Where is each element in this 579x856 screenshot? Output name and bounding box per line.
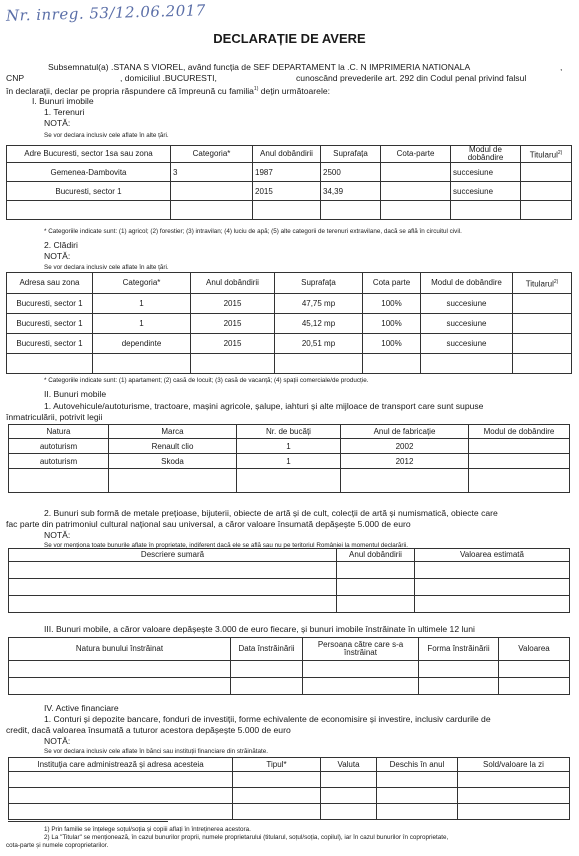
section-2-nota: NOTĂ:: [44, 530, 71, 540]
table-cell: Bucuresti, sector 1: [7, 294, 93, 314]
buildings-owner-sup: 2): [553, 278, 559, 285]
table-cell: [377, 772, 458, 788]
table-cell: 2500: [321, 163, 381, 182]
table-cell: [9, 596, 337, 613]
buildings-col-area: Suprafața: [275, 273, 363, 294]
table-cell: succesiune: [421, 334, 513, 354]
disposed-col-form: Forma înstrăinării: [419, 638, 499, 661]
buildings-col-year: Anul dobândirii: [191, 273, 275, 294]
table-cell: 20,51 mp: [275, 334, 363, 354]
table-cell: [499, 661, 570, 678]
table-row: [7, 201, 572, 220]
table-cell: [521, 182, 572, 201]
table-cell: [231, 661, 303, 678]
vehicles-col-count: Nr. de bucăți: [237, 425, 341, 439]
vehicles-table: [8, 424, 570, 493]
table-cell: [377, 788, 458, 804]
table-cell: succesiune: [451, 163, 521, 182]
table-cell: Bucuresti, sector 1: [7, 334, 93, 354]
page-title: DECLARAȚIE DE AVERE: [213, 31, 366, 46]
table-cell: [321, 772, 377, 788]
table-cell: [109, 469, 237, 493]
valuables-col-value: Valoarea estimată: [415, 549, 570, 562]
table-cell: [458, 772, 570, 788]
disposed-table-header: [9, 638, 570, 661]
land-col-mode: Modul de dobândire: [451, 146, 521, 163]
table-cell: succesiune: [451, 182, 521, 201]
section-2-p1-line-1: 1. Autovehicule/autoturisme, tractoare, mașini agricole, șalupe, iahturi și alte mijloace de transport care sunt supuse: [44, 401, 484, 411]
table-cell: [237, 469, 341, 493]
table-cell: [9, 804, 233, 820]
table-cell: [337, 579, 415, 596]
table-row: [7, 314, 572, 334]
table-cell: [233, 804, 321, 820]
table-cell: [521, 163, 572, 182]
table-row: [9, 772, 570, 788]
table-cell: [233, 788, 321, 804]
section-2-p2-line-2: fac parte din patrimoniul cultural național sau universal, a căror valoare însumată depășește 5.000 de euro: [6, 519, 411, 529]
land-col-address: Adre Bucuresti, sector 1sa sau zona: [7, 146, 171, 163]
table-cell: 1: [237, 439, 341, 454]
table-row: [9, 661, 570, 678]
table-cell: [253, 201, 321, 220]
table-cell: Renault clio: [109, 439, 237, 454]
table-cell: [415, 579, 570, 596]
table-cell: Bucuresti, sector 1: [7, 314, 93, 334]
table-cell: [9, 579, 337, 596]
table-row: [9, 788, 570, 804]
buildings-table-header: [7, 273, 572, 294]
buildings-footnote: * Categoriile indicate sunt: (1) apartament; (2) casă de locuit; (3) casă de vacanță; (4) spații comerciale/de producție.: [44, 377, 369, 384]
table-cell: Skoda: [109, 454, 237, 469]
table-cell: [233, 772, 321, 788]
land-col-area: Suprafața: [321, 146, 381, 163]
table-cell: [521, 201, 572, 220]
table-row: [9, 596, 570, 613]
table-cell: [419, 678, 499, 695]
section-2-p1-line-2: înmatriculării, potrivit legii: [6, 412, 103, 422]
footnote-2-line-2: cota-parte și numele coproprietarilor.: [6, 842, 109, 849]
table-row: [9, 439, 570, 454]
accounts-col-balance: Sold/valoare la zi: [458, 758, 570, 772]
intro-line-3-end: dețin următoarele:: [258, 85, 331, 96]
table-cell: autoturism: [9, 454, 109, 469]
vehicles-col-mode: Modul de dobândire: [469, 425, 570, 439]
table-cell: 100%: [363, 334, 421, 354]
table-row: [7, 334, 572, 354]
section-1-nota-2-text: Se vor declara inclusiv cele aflate în alte țări.: [44, 264, 169, 271]
table-cell: 100%: [363, 314, 421, 334]
table-cell: succesiune: [421, 314, 513, 334]
table-cell: Bucuresti, sector 1: [7, 182, 171, 201]
intro-line-3-text: în declarații, declar pe propria răspundere că împreună cu familia: [6, 85, 254, 96]
table-cell: [171, 182, 253, 201]
table-cell: [303, 678, 419, 695]
table-cell: 45,12 mp: [275, 314, 363, 334]
intro-line-1-end: ,: [560, 62, 563, 72]
table-cell: [9, 661, 231, 678]
table-cell: [469, 469, 570, 493]
buildings-col-category: Categoria*: [93, 273, 191, 294]
table-cell: 47,75 mp: [275, 294, 363, 314]
table-cell: [513, 314, 572, 334]
land-col-year: Anul dobândirii: [253, 146, 321, 163]
table-cell: 1: [93, 314, 191, 334]
disposed-col-value: Valoarea: [499, 638, 570, 661]
table-cell: succesiune: [421, 294, 513, 314]
table-row: [7, 294, 572, 314]
table-cell: [513, 354, 572, 374]
table-cell: [469, 439, 570, 454]
disposed-col-recipient: Persoana către care s-a înstrăinat: [303, 638, 419, 661]
table-cell: 1987: [253, 163, 321, 182]
table-cell: [513, 294, 572, 314]
intro-domicile: , domiciliul .BUCURESTI,: [120, 73, 217, 83]
accounts-col-type: Tipul*: [233, 758, 321, 772]
table-cell: [191, 354, 275, 374]
table-row: [7, 354, 572, 374]
table-cell: [9, 788, 233, 804]
table-cell: [321, 201, 381, 220]
footnote-divider: [8, 821, 168, 822]
table-cell: [93, 354, 191, 374]
table-cell: [415, 596, 570, 613]
table-cell: [321, 804, 377, 820]
table-cell: 3: [171, 163, 253, 182]
accounts-col-opened: Deschis în anul: [377, 758, 458, 772]
handwritten-registration-number: Nr. inreg. 53/12.06.2017: [5, 1, 207, 25]
table-cell: 2015: [191, 334, 275, 354]
table-cell: [499, 678, 570, 695]
section-4-nota: NOTĂ:: [44, 736, 71, 746]
table-cell: [469, 454, 570, 469]
table-cell: 2015: [191, 314, 275, 334]
vehicles-col-year: Anul de fabricație: [341, 425, 469, 439]
table-cell: dependinte: [93, 334, 191, 354]
land-owner-sup: 2): [557, 149, 563, 156]
table-cell: [415, 562, 570, 579]
intro-footnote-ref: 1): [253, 86, 259, 92]
table-cell: [377, 804, 458, 820]
table-cell: [9, 772, 233, 788]
land-table-header: [7, 146, 572, 163]
table-cell: [7, 354, 93, 374]
table-cell: [513, 334, 572, 354]
accounts-table: [8, 757, 570, 820]
table-cell: 1: [93, 294, 191, 314]
table-cell: 2002: [341, 439, 469, 454]
intro-cnp: CNP: [6, 73, 25, 83]
section-3-heading: III. Bunuri mobile, a căror valoare depășește 3.000 de euro fiecare, și bunuri imobile înstrăinate în ultimele 12 luni: [44, 624, 475, 634]
land-col-share: Cota-parte: [381, 146, 451, 163]
vehicles-col-brand: Marca: [109, 425, 237, 439]
land-table: [6, 145, 572, 220]
valuables-col-description: Descriere sumară: [9, 549, 337, 562]
table-row: [9, 469, 570, 493]
section-1-heading: I. Bunuri imobile: [32, 96, 94, 106]
table-cell: [381, 182, 451, 201]
accounts-col-currency: Valuta: [321, 758, 377, 772]
table-cell: 100%: [363, 294, 421, 314]
vehicles-col-type: Natura: [9, 425, 109, 439]
table-cell: [381, 163, 451, 182]
land-footnote: * Categoriile indicate sunt: (1) agricol; (2) forestier; (3) intravilan; (4) luciu de apă; (5) alte categorii de terenuri extravilane, dacă se află în circuitul civil.: [44, 228, 462, 235]
table-cell: 2015: [191, 294, 275, 314]
table-cell: 34,39: [321, 182, 381, 201]
table-cell: [275, 354, 363, 374]
disposed-col-nature: Natura bunului înstrăinat: [9, 638, 231, 661]
table-cell: [458, 788, 570, 804]
footnote-1: 1) Prin familie se înțelege soțul/soția și copiii aflați în întreținerea acestora.: [44, 826, 251, 833]
table-row: [9, 454, 570, 469]
table-cell: [337, 562, 415, 579]
footnote-2-line-1: 2) La "Titular" se menționează, în cazul bunurilor proprii, numele proprietarului (titularul, soțul/soția, copilul), iar în cazul bunurilor în coproprietate,: [44, 834, 449, 841]
section-4-p1-line-1: 1. Conturi și depozite bancare, fonduri de investiții, forme echivalente de economisire și investire, inclusiv cardurile de: [44, 714, 491, 724]
section-4-nota-text: Se vor declara inclusiv cele aflate în bănci sau instituții financiare din străinătate.: [44, 748, 269, 755]
table-cell: [321, 788, 377, 804]
table-cell: Gemenea-Dambovita: [7, 163, 171, 182]
section-1-nota-text: Se vor declara inclusiv cele aflate în alte țări.: [44, 132, 169, 139]
disposed-col-date: Data înstrăinării: [231, 638, 303, 661]
land-col-category: Categoria*: [171, 146, 253, 163]
table-cell: [381, 201, 451, 220]
section-1-nota-2: NOTĂ:: [44, 251, 71, 261]
section-1-nota: NOTĂ:: [44, 118, 71, 128]
table-cell: [458, 804, 570, 820]
table-cell: [7, 201, 171, 220]
table-cell: 1: [237, 454, 341, 469]
table-cell: 2012: [341, 454, 469, 469]
buildings-col-owner: [513, 273, 572, 294]
table-row: [9, 804, 570, 820]
section-1-sub-1: 1. Terenuri: [44, 107, 85, 117]
table-cell: autoturism: [9, 439, 109, 454]
valuables-table-header: [9, 549, 570, 562]
accounts-col-institution: Instituția care administrează și adresa acesteia: [9, 758, 233, 772]
table-cell: [421, 354, 513, 374]
intro-legal: cunoscând prevederile art. 292 din Codul penal privind falsul: [296, 73, 527, 83]
land-col-owner: [521, 146, 572, 163]
valuables-table: [8, 548, 570, 613]
land-col-owner-label: Titularul: [529, 150, 558, 160]
buildings-col-mode: Modul de dobândire: [421, 273, 513, 294]
table-row: [9, 678, 570, 695]
vehicles-table-header: [9, 425, 570, 439]
buildings-table: [6, 272, 572, 374]
table-cell: [451, 201, 521, 220]
section-1-sub-2: 2. Clădiri: [44, 240, 78, 250]
table-cell: [363, 354, 421, 374]
table-cell: [9, 469, 109, 493]
buildings-col-address: Adresa sau zona: [7, 273, 93, 294]
table-cell: [337, 596, 415, 613]
table-cell: [9, 562, 337, 579]
buildings-col-share: Cota parte: [363, 273, 421, 294]
table-cell: [231, 678, 303, 695]
table-row: [9, 579, 570, 596]
table-row: [7, 182, 572, 201]
table-cell: [9, 678, 231, 695]
table-row: [9, 562, 570, 579]
accounts-table-header: [9, 758, 570, 772]
valuables-col-year: Anul dobândirii: [337, 549, 415, 562]
section-4-p1-line-2: credit, dacă valoarea însumată a tuturor acestora depășește 5.000 de euro: [6, 725, 291, 735]
table-row: [7, 163, 572, 182]
section-2-p2-line-1: 2. Bunuri sub formă de metale prețioase, bijuterii, obiecte de artă și de cult, colecții de artă și numismatică, obiecte care: [44, 508, 498, 518]
table-cell: 2015: [253, 182, 321, 201]
buildings-col-owner-label: Titularul: [525, 279, 554, 289]
table-cell: [303, 661, 419, 678]
table-cell: [419, 661, 499, 678]
section-2-heading: II. Bunuri mobile: [44, 389, 107, 399]
section-2-nota-text: Se vor menționa toate bunurile aflate în proprietate, indiferent dacă ele se află sau nu pe teritoriul României la momentul declarării.: [44, 542, 409, 549]
intro-line-1: Subsemnatul(a) .STANA S VIOREL, având funcția de SEF DEPARTAMENT la .C. N IMPRIMERIA NATIONALA: [48, 62, 471, 72]
intro-line-3: [6, 84, 330, 96]
table-cell: [171, 201, 253, 220]
section-4-heading: IV. Active financiare: [44, 703, 119, 713]
table-cell: [341, 469, 469, 493]
disposed-table: [8, 637, 570, 695]
